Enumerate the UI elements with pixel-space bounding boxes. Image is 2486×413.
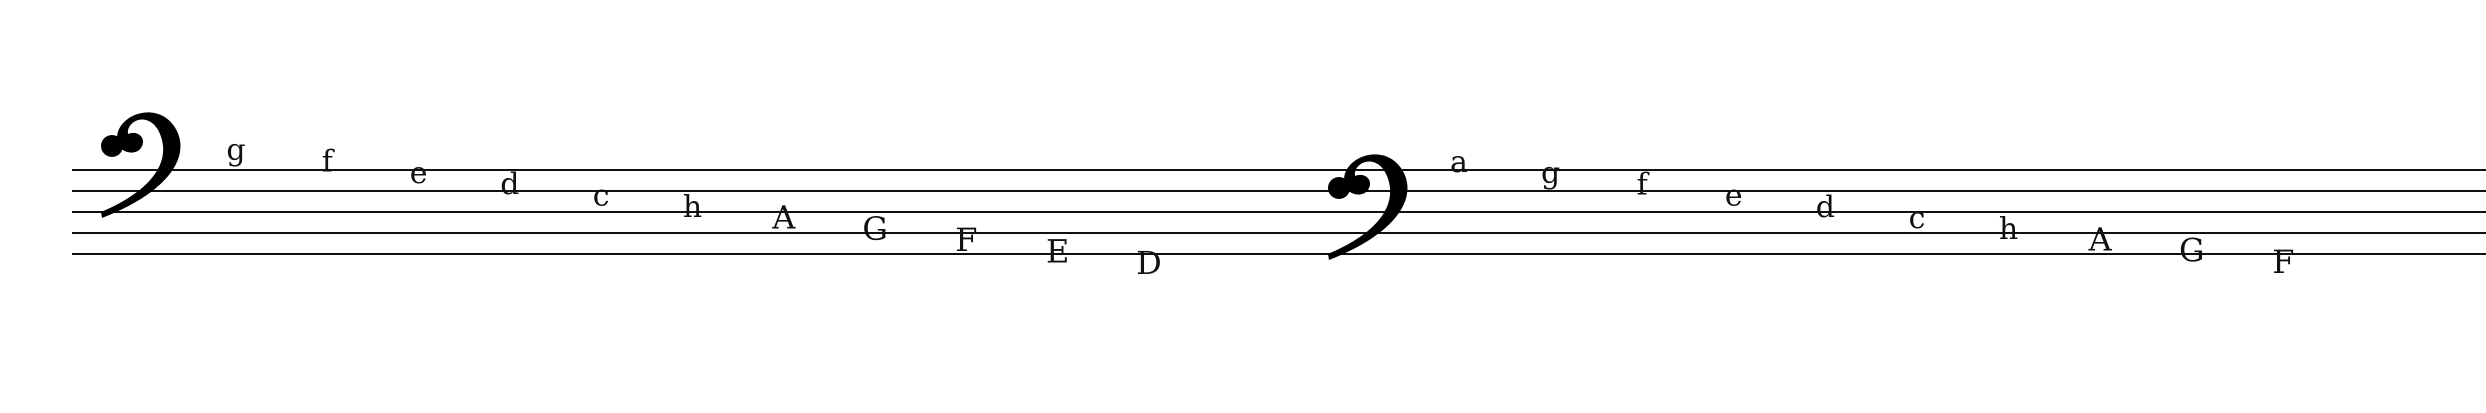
note-name-A: A	[2088, 220, 2112, 259]
note-name-f: f	[321, 144, 333, 180]
bass-clef-icon	[101, 112, 180, 218]
note-name-E: E	[1046, 232, 1070, 271]
note-name-A: A	[772, 198, 796, 237]
note-name-g: g	[1540, 156, 1561, 192]
note-name-D: D	[1136, 244, 1162, 282]
note-group-descending-from-g	[226, 133, 1161, 282]
note-name-d: d	[500, 167, 520, 203]
note-name-e: e	[409, 155, 428, 191]
note-name-g: g	[226, 133, 246, 168]
note-name-G: G	[2179, 231, 2205, 270]
note-name-f: f	[1636, 167, 1648, 203]
note-name-c: c	[1908, 201, 1926, 236]
note-name-h: h	[682, 190, 703, 225]
note-name-a: a	[1450, 145, 1468, 180]
note-name-c: c	[592, 178, 610, 214]
note-name-G: G	[862, 209, 888, 248]
staff	[72, 170, 2486, 254]
note-name-h: h	[1998, 212, 2019, 248]
note-name-F: F	[2272, 242, 2295, 281]
note-name-F: F	[955, 221, 978, 260]
note-name-d: d	[1815, 189, 1836, 225]
note-name-e: e	[1724, 178, 1743, 214]
